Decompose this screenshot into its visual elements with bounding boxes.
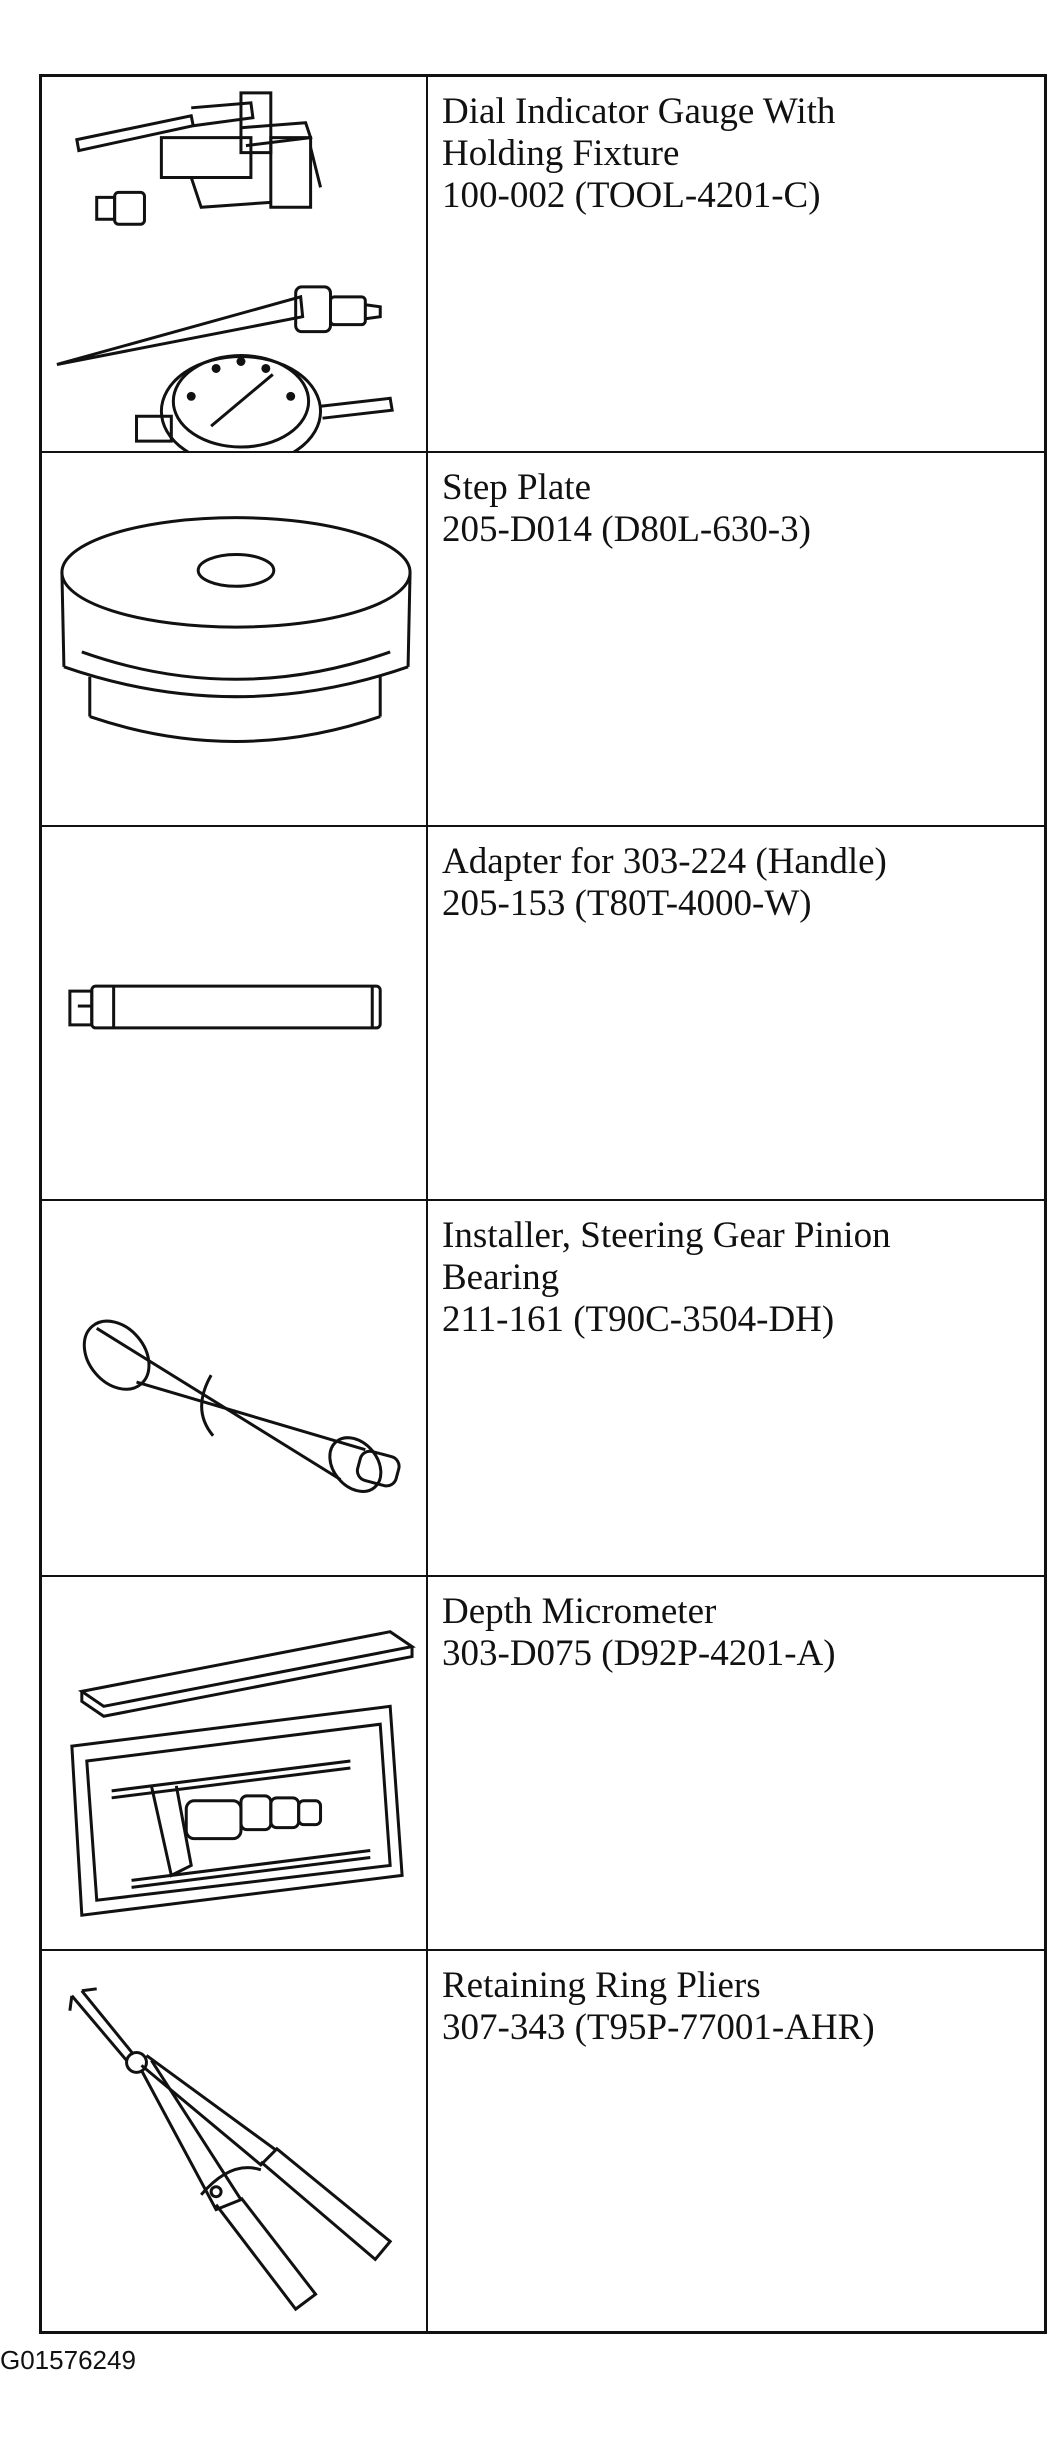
tool-illustration-cell — [42, 1951, 428, 2331]
figure-id: G01576249 — [0, 2345, 136, 2375]
adapter-handle-icon — [42, 827, 426, 1199]
table-row — [42, 1199, 1044, 1575]
tool-illustration-cell — [42, 77, 428, 451]
table-row — [42, 451, 1044, 825]
tool-name: Retaining Ring Pliers — [442, 1965, 761, 2006]
special-tools-table — [39, 74, 1047, 2334]
tool-part-number: 205-D014 (D80L-630-3) — [442, 509, 811, 550]
tool-part-number: 205-153 (T80T-4000-W) — [442, 883, 812, 924]
tool-part-number: 307-343 (T95P-77001-AHR) — [442, 2007, 875, 2048]
tool-name: Step Plate — [442, 467, 592, 508]
tool-part-number: 303-D075 (D92P-4201-A) — [442, 1633, 836, 1674]
tool-description — [442, 467, 1034, 551]
tool-part-number: 211-161 (T90C-3504-DH) — [442, 1299, 835, 1340]
tool-name: Dial Indicator Gauge With — [442, 91, 836, 132]
table-row — [42, 1949, 1044, 2331]
retaining-ring-pliers-icon — [42, 1951, 426, 2331]
pinion-bearing-installer-icon — [42, 1201, 426, 1575]
tool-description — [442, 1591, 1034, 1675]
tool-part-number: 100-002 (TOOL-4201-C) — [442, 175, 821, 216]
tool-name: Holding Fixture — [442, 133, 680, 174]
tool-description — [442, 1965, 1034, 2049]
tool-illustration-cell — [42, 1577, 428, 1949]
table-row — [42, 77, 1044, 451]
tool-description — [442, 91, 1034, 217]
tool-illustration-cell — [42, 827, 428, 1199]
tool-description — [442, 841, 1034, 925]
tool-name: Adapter for 303-224 (Handle) — [442, 841, 887, 882]
table-row — [42, 1575, 1044, 1949]
tool-name: Bearing — [442, 1257, 560, 1298]
tool-illustration-cell — [42, 1201, 428, 1575]
tool-illustration-cell — [42, 453, 428, 825]
dial-indicator-gauge-icon — [42, 77, 426, 451]
depth-micrometer-icon — [42, 1577, 426, 1949]
table-row — [42, 825, 1044, 1199]
tool-name: Installer, Steering Gear Pinion — [442, 1215, 891, 1256]
step-plate-icon — [42, 453, 426, 825]
tool-description — [442, 1215, 1034, 1341]
tool-name: Depth Micrometer — [442, 1591, 717, 1632]
